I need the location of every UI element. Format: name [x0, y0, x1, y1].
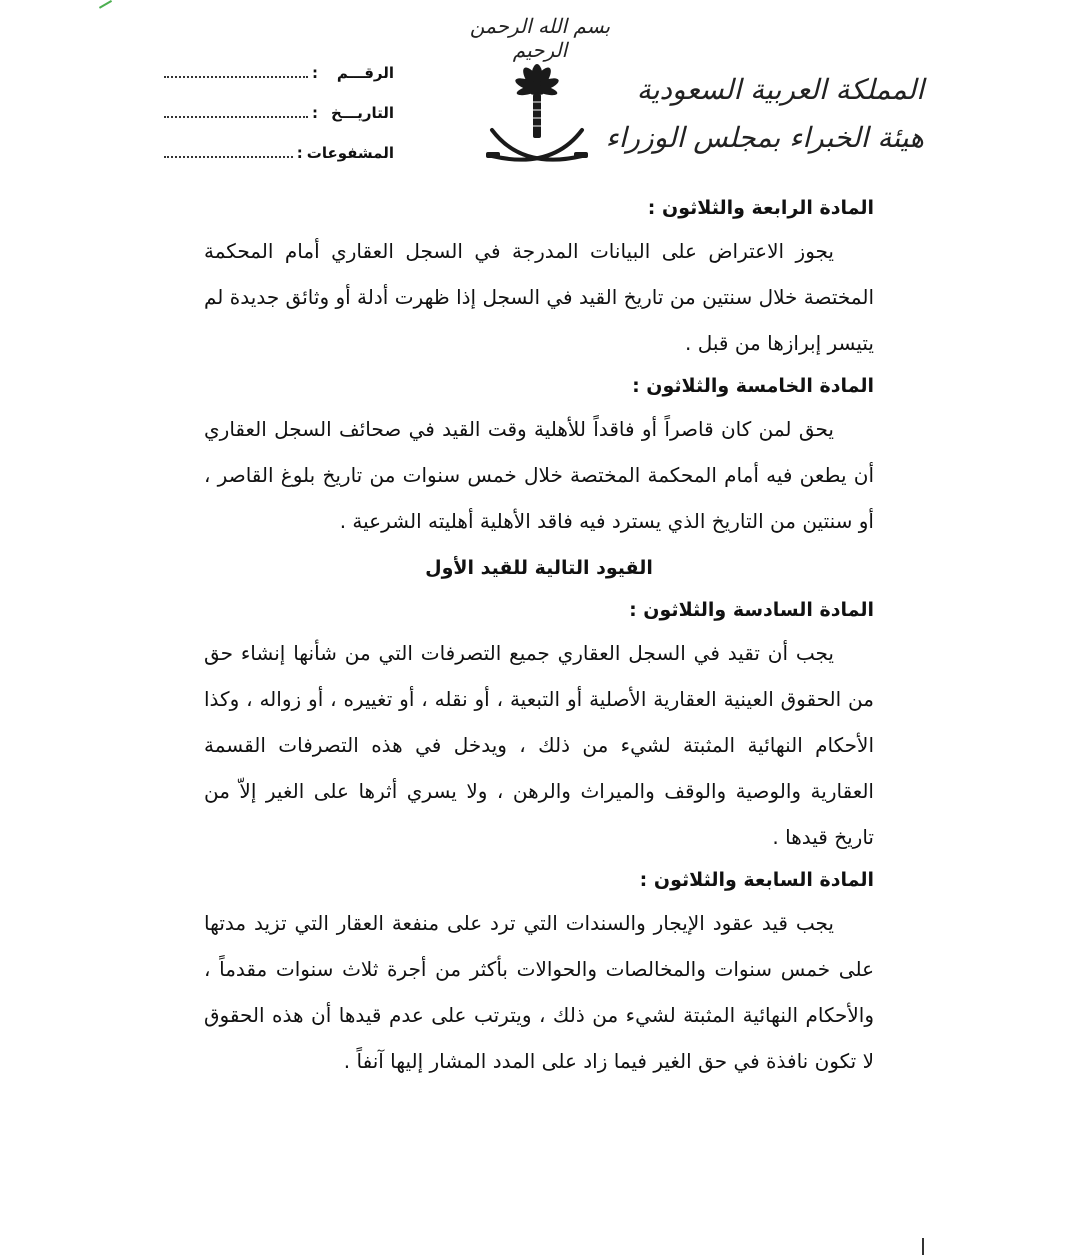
org-line-bureau: هيئة الخبراء بمجلس الوزراء [605, 121, 924, 154]
reference-fields [164, 64, 394, 184]
saudi-emblem-icon [482, 58, 592, 178]
page-edge-mark [922, 1238, 924, 1255]
basmala: بسم الله الرحمن الرحيم [469, 14, 611, 62]
ref-number-dotted-line [164, 76, 308, 78]
ref-attachments-label: المشفوعات [306, 144, 394, 162]
ref-number-row: الرقـــم : [164, 64, 394, 104]
article-35-heading: المادة الخامسة والثلاثون : [632, 375, 874, 397]
document-body [204, 188, 874, 1084]
article-34-heading: المادة الرابعة والثلاثون : [647, 197, 874, 219]
article-37-text: يجب قيد عقود الإيجار والسندات التي ترد على منفعة العقار التي تزيد مدتها على خمس سنوات والمخالصات والحوالات بأكثر من أجرة ثلاث سنوات مقدماً ، والأحكام النهائية المثبتة لشيء من ذلك ، ويترتب على عدم قيدها أن هذه الحقوق لا تكون نافذة في حق الغير فيما زاد على المدد المشار إليها آنفاً . [204, 911, 874, 1073]
ref-date-row: التاريـــخ : [164, 104, 394, 144]
article-36-heading: المادة السادسة والثلاثون : [629, 599, 874, 621]
organization-name [605, 66, 924, 162]
ref-date-dotted-line [164, 116, 308, 118]
org-line-kingdom: المملكة العربية السعودية [636, 73, 924, 106]
ref-attachments-row: المشفوعات : [164, 144, 394, 184]
article-37-heading: المادة السابعة والثلاثون : [639, 869, 874, 891]
article-36-text: يجب أن تقيد في السجل العقاري جميع التصرفات التي من شأنها إنشاء حق من الحقوق العينية العقارية الأصلية أو التبعية ، أو نقله ، أو تغييره ، أو زواله ، وكذا الأحكام النهائية المثبتة لشيء من ذلك ، ويدخل في هذه التصرفات القسمة العقارية والوصية والوقف والميراث والرهن ، ولا يسري أثرها على الغير إلاّ من تاريخ قيدها . [204, 641, 874, 849]
corner-mark [94, 0, 112, 9]
article-35-text: يحق لمن كان قاصراً أو فاقداً للأهلية وقت القيد في صحائف السجل العقاري أن يطعن فيه أمام المحكمة المختصة خلال خمس سنوات من تاريخ بلوغ القاصر ، أو سنتين من التاريخ الذي يسترد فيه فاقد الأهلية أهليته الشرعية . [204, 417, 874, 533]
article-34-text: يجوز الاعتراض على البيانات المدرجة في السجل العقاري أمام المحكمة المختصة خلال سنتين من تاريخ القيد في السجل إذا ظهرت أدلة أو وثائق جديدة لم يتيسر إبرازها من قبل . [204, 239, 874, 355]
ref-attachments-dotted-line [164, 156, 293, 158]
ref-number-label: الرقـــم [336, 64, 394, 82]
section-title: القيود التالية للقيد الأول [425, 557, 653, 579]
ref-date-label: التاريـــخ [331, 104, 394, 122]
